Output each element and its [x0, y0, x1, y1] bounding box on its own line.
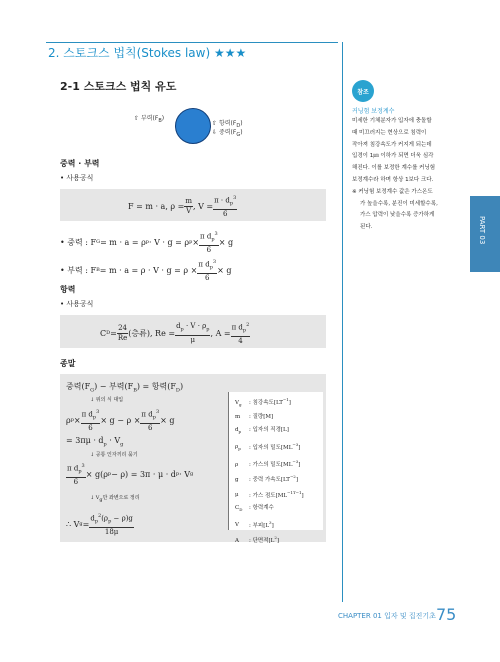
note-icon: 참조 — [352, 80, 374, 102]
drag-label: ⇧ 항력$(F_D)$ — [212, 120, 243, 130]
derivation-line-1: 중력$(F_G)$ − 부력$(F_B)$ = 항력$(F_D)$ — [66, 382, 184, 394]
fraction: $\frac{m}{V}$ — [185, 196, 192, 215]
legend-row: $C_D$ : 항력계수 — [235, 504, 274, 513]
down-arrow-icon: ⇩ — [212, 129, 218, 136]
note-title: 커닝험 보정계수 — [352, 108, 395, 115]
legend-row: $\rho_p$ : 입자의 밀도$[ML^{-3}]$ — [235, 441, 301, 452]
legend-row: V : 부피$[L^3]$ — [235, 519, 274, 529]
up-arrow-icon: ⇧ — [212, 120, 218, 127]
column-divider — [342, 42, 343, 602]
legend-row: ρ : 가스의 밀도$[ML^{-3}]$ — [235, 458, 301, 468]
page-number: 75 — [436, 605, 457, 624]
symbol-legend — [228, 392, 323, 544]
derivation-step-1: ↓ 위의 식 대입 — [90, 397, 124, 403]
fraction: $\frac{\pi d_p^3}{6}$ — [81, 409, 100, 432]
legend-row: $d_p$ : 입자의 직경[L] — [235, 426, 289, 435]
buoyancy-label: ⇧ 부력$(F_B)$ — [134, 115, 165, 125]
fraction: $\frac{\pi \cdot d_p^3}{6}$ — [214, 195, 237, 218]
buoyancy-formula: • 부력 : F B = m · a = ρ · V · g = ρ × $\frac{\pi d_p^3}{6}$ × g — [60, 259, 232, 282]
drag-heading: 항력 — [60, 285, 76, 294]
derivation-line-2: ρ p × $\frac{\pi d_p^3}{6}$ × g − ρ × $\frac{\pi d_p^3}{6}$ × g — [66, 409, 175, 432]
derivation-step-2: ↓ 공통 인자끼리 묶기 — [90, 452, 138, 458]
fraction: $\frac{\pi d_p^3}{6}$ — [200, 231, 218, 254]
gravity-label: ⇩ 중력$(F_G)$ — [212, 129, 243, 139]
gravity-formula: • 중력 : F G = m · a = ρ p · V · g = ρ p × $\frac{\pi d_p^3}{6}$ × g — [60, 231, 234, 254]
derivation-line-3: = $3\pi\mu \cdot d_p \cdot V_g$ — [66, 436, 124, 448]
gravity-buoyancy-heading: 중력 · 부력 — [60, 159, 100, 168]
fraction: $\frac{24}{Re}$ — [117, 323, 128, 342]
fraction: $\frac{d_p \cdot V \cdot \rho_p}{\mu}$ — [176, 322, 210, 344]
particle-ball — [175, 108, 211, 144]
note-body: 미세한 기체분자가 입자에 충돌할 때 미끄러지는 현상으로 침력이 작아져 침강속도가 커지게 되는데 입경이 1㎛ 이하가 되면 더욱 심각 해진다. 이를 보정한 계수를 커닝험 보정계수라 하며 항상 1보다 크다. ※ 커닝험 보정계수 값은 가스온도 가 높을수록, 분진이 미세할수록, 가스 압력이 낮을수록 증가하게 된다. — [352, 118, 438, 231]
drag-formula: C D = $\frac{24}{Re}$ (층류), Re = $\frac{d_p \cdot V \cdot \rho_p}{\mu}$ , A = $\frac{\pi d_p^2}{4}$ — [100, 322, 250, 345]
derivation-result: ∴ V g = $\frac{d_p^2(\rho_p - \rho)g}{18\mu}$ — [66, 513, 133, 536]
fraction: $\frac{\pi d_p^3}{6}$ — [67, 463, 85, 486]
drag-formula-bullet: • 사용공식 — [60, 300, 94, 308]
legend-row: μ : 가스 점도$[ML^{-1T-1}]$ — [235, 489, 304, 499]
legend-row: g : 중력 가속도$[LT^{-2}]$ — [235, 474, 298, 484]
formula-line-1: F = m · a, ρ = $\frac{m}{V}$ , V = $\frac{\pi \cdot d_p^3}{6}$ — [128, 195, 237, 218]
derivation-step-3: ↓ $V_g$만 좌변으로 정리 — [90, 495, 140, 503]
derivation-line-4: $\frac{\pi d_p^3}{6}$ × g(ρ p − ρ) = 3π · μ · d p · V g — [67, 463, 194, 486]
fraction: $\frac{d_p^2(\rho_p - \rho)g}{18\mu}$ — [90, 513, 133, 536]
legend-row: $V_g$ : 침강속도$[LT^{-1}]$ — [235, 397, 291, 407]
subsection-title: 2-1 스토크스 법칙 유도 — [60, 80, 177, 93]
section-title: 2. 스토크스 법칙(Stokes law) ★★★ — [48, 46, 247, 60]
legend-row: m : 질량[M] — [235, 414, 274, 421]
fraction: $\frac{\pi d_p^3}{6}$ — [198, 259, 217, 282]
fraction: $\frac{\pi d_p^2}{4}$ — [231, 322, 250, 345]
fraction: $\frac{\pi d_p^3}{6}$ — [141, 409, 160, 432]
derivation-heading: 종말 — [60, 359, 76, 368]
up-arrow-icon: ⇧ — [134, 115, 140, 122]
formula-bullet: • 사용공식 — [60, 174, 94, 182]
legend-row: A : 단면적$[L^2]$ — [235, 534, 280, 544]
chapter-footer: CHAPTER 01 입자 및 집진기초 — [338, 612, 436, 620]
part-side-tab: PART 03 — [470, 196, 500, 272]
header-rule — [46, 42, 338, 43]
